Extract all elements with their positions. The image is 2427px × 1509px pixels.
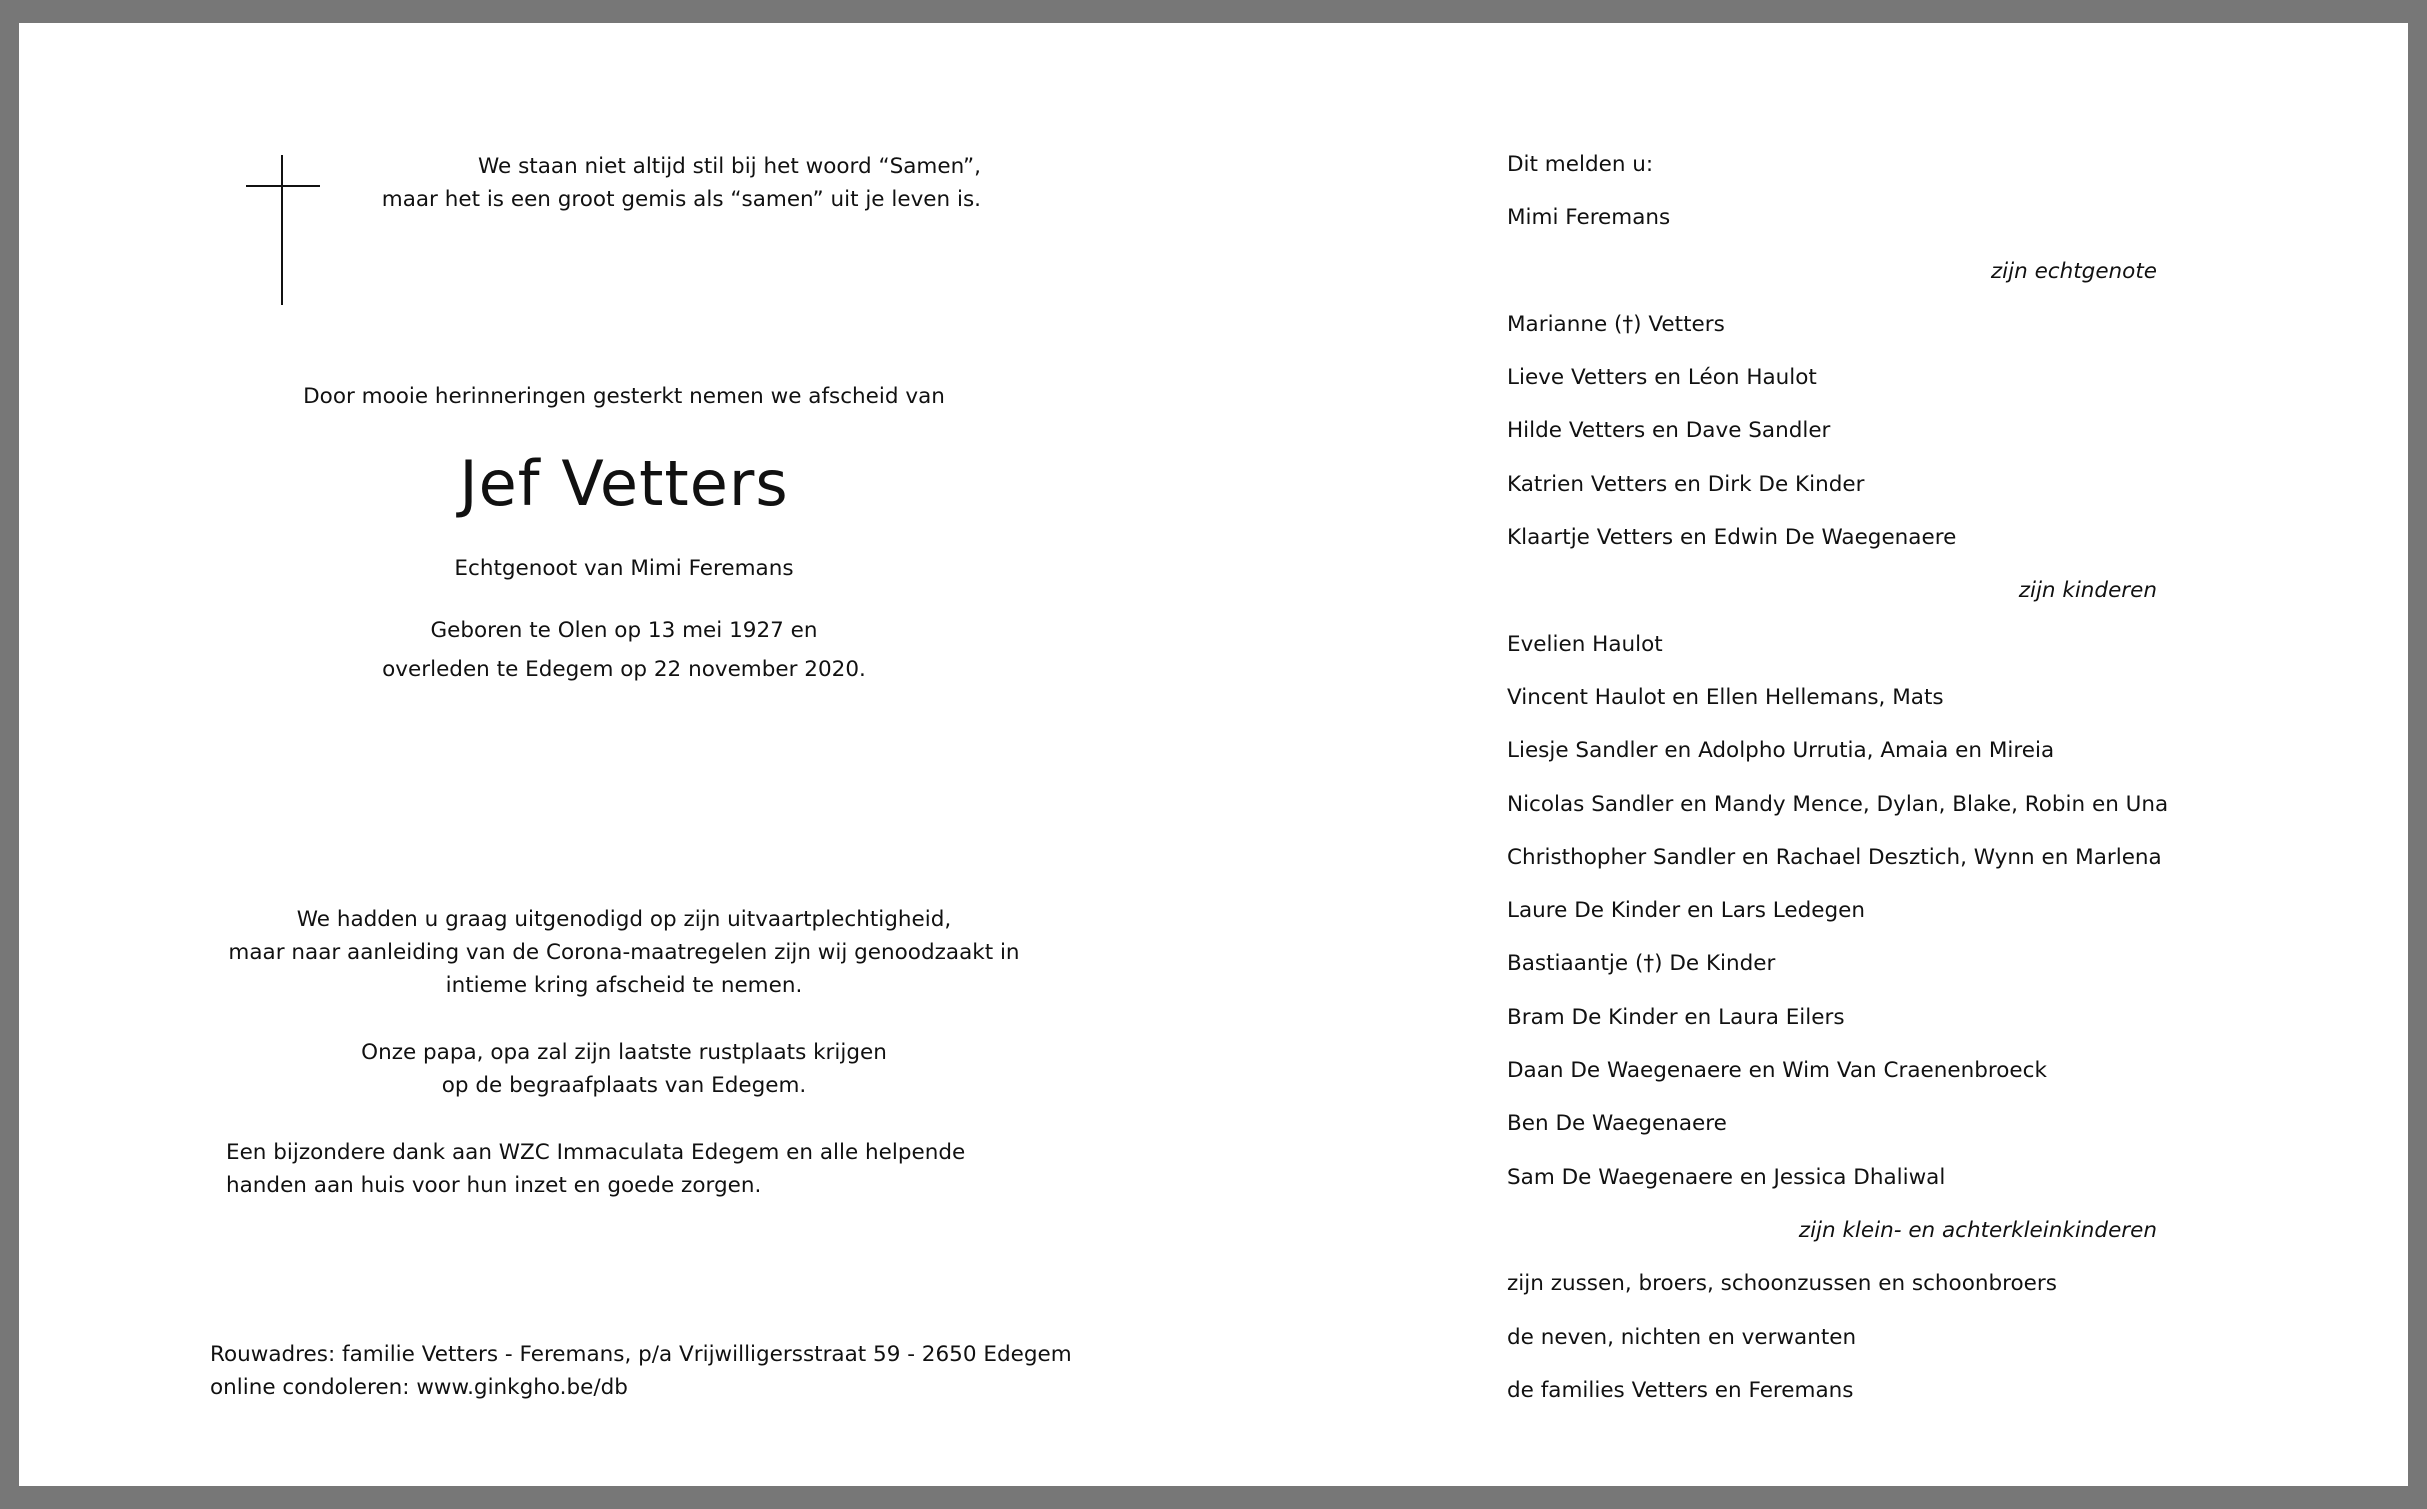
child-entry: Lieve Vetters en Léon Haulot	[1507, 365, 1817, 391]
resting-line-2: op de begraafplaats van Edegem.	[441, 1073, 807, 1098]
grandchild-entry: Daan De Waegenaere en Wim Van Craenenbroeck	[1507, 1058, 2047, 1084]
grandchild-entry: Ben De Waegenaere	[1507, 1111, 1727, 1137]
quote-line-2: maar het is een groot gemis als “samen” uit je leven is.	[381, 186, 981, 212]
grandchild-entry: Bram De Kinder en Laura Eilers	[1507, 1004, 1845, 1030]
thanks-line-1: Een bijzondere dank aan WZC Immaculata Edegem en alle helpende	[226, 1140, 966, 1165]
funeral-paragraph	[179, 903, 1069, 1002]
relatives-entry: zijn zussen, broers, schoonzussen en schoonbroers	[1507, 1271, 2057, 1297]
condolence-address	[210, 1338, 1072, 1404]
grandchild-entry: Bastiaantje (†) De Kinder	[1507, 951, 1776, 977]
children-relation: zijn kinderen	[2018, 578, 2157, 604]
funeral-line-2: maar naar aanleiding van de Corona-maatregelen zijn wij genoodzaakt in	[228, 940, 1020, 965]
grandchild-entry: Nicolas Sandler en Mandy Mence, Dylan, Blake, Robin en Una	[1507, 791, 2169, 817]
grandchild-entry: Liesje Sandler en Adolpho Urrutia, Amaia en Mireia	[1507, 738, 2055, 764]
funeral-line-3: intieme kring afscheid te nemen.	[445, 973, 803, 998]
thanks-line-2: handen aan huis voor hun inzet en goede zorgen.	[226, 1173, 762, 1198]
resting-place-paragraph	[179, 1036, 1069, 1102]
grandchildren-relation: zijn klein- en achterkleinkinderen	[1798, 1217, 2157, 1243]
resting-line-1: Onze papa, opa zal zijn laatste rustplaats krijgen	[361, 1040, 887, 1065]
child-entry: Klaartje Vetters en Edwin De Waegenaere	[1507, 525, 1957, 551]
death-notice-card	[19, 23, 2408, 1486]
family-announcement	[1507, 149, 2169, 1428]
birth-line: Geboren te Olen op 13 mei 1927 en	[430, 618, 818, 643]
address-line: Rouwadres: familie Vetters - Feremans, p/a Vrijwilligersstraat 59 - 2650 Edegem	[210, 1342, 1072, 1367]
child-entry: Hilde Vetters en Dave Sandler	[1507, 418, 1831, 444]
grandchild-entry: Vincent Haulot en Ellen Hellemans, Mats	[1507, 684, 1944, 710]
death-line: overleden te Edegem op 22 november 2020.	[382, 657, 866, 682]
relatives-entry: de neven, nichten en verwanten	[1507, 1324, 1857, 1350]
grandchild-entry: Evelien Haulot	[1507, 631, 1663, 657]
thanks-paragraph	[226, 1136, 965, 1202]
grandchild-entry: Christhopher Sandler en Rachael Desztich, Wynn en Marlena	[1507, 844, 2162, 870]
spouse-name: Mimi Feremans	[1507, 205, 1671, 231]
opening-quote	[382, 151, 981, 216]
grandchild-entry: Laure De Kinder en Lars Ledegen	[1507, 898, 1865, 924]
cross-icon-vertical-bar	[281, 155, 283, 305]
grandchild-entry: Sam De Waegenaere en Jessica Dhaliwal	[1507, 1164, 1946, 1190]
life-dates	[179, 611, 1069, 689]
deceased-name: Jef Vetters	[459, 447, 789, 520]
child-entry: Katrien Vetters en Dirk De Kinder	[1507, 471, 1865, 497]
announcement-header: Dit melden u:	[1507, 152, 1654, 177]
cross-icon-horizontal-bar	[246, 185, 320, 187]
child-entry: Marianne (†) Vetters	[1507, 311, 1725, 337]
spouse-line: Echtgenoot van Mimi Feremans	[454, 556, 794, 581]
relatives-entry: de families Vetters en Feremans	[1507, 1377, 1854, 1403]
quote-line-1: We staan niet altijd stil bij het woord “Samen”,	[478, 154, 981, 179]
funeral-line-1: We hadden u graag uitgenodigd op zijn uitvaartplechtigheid,	[296, 907, 952, 932]
intro-text: Door mooie herinneringen gesterkt nemen we afscheid van	[303, 384, 945, 409]
spouse-relation: zijn echtgenote	[1990, 258, 2157, 284]
online-condolence-line: online condoleren: www.ginkgho.be/db	[210, 1375, 628, 1400]
